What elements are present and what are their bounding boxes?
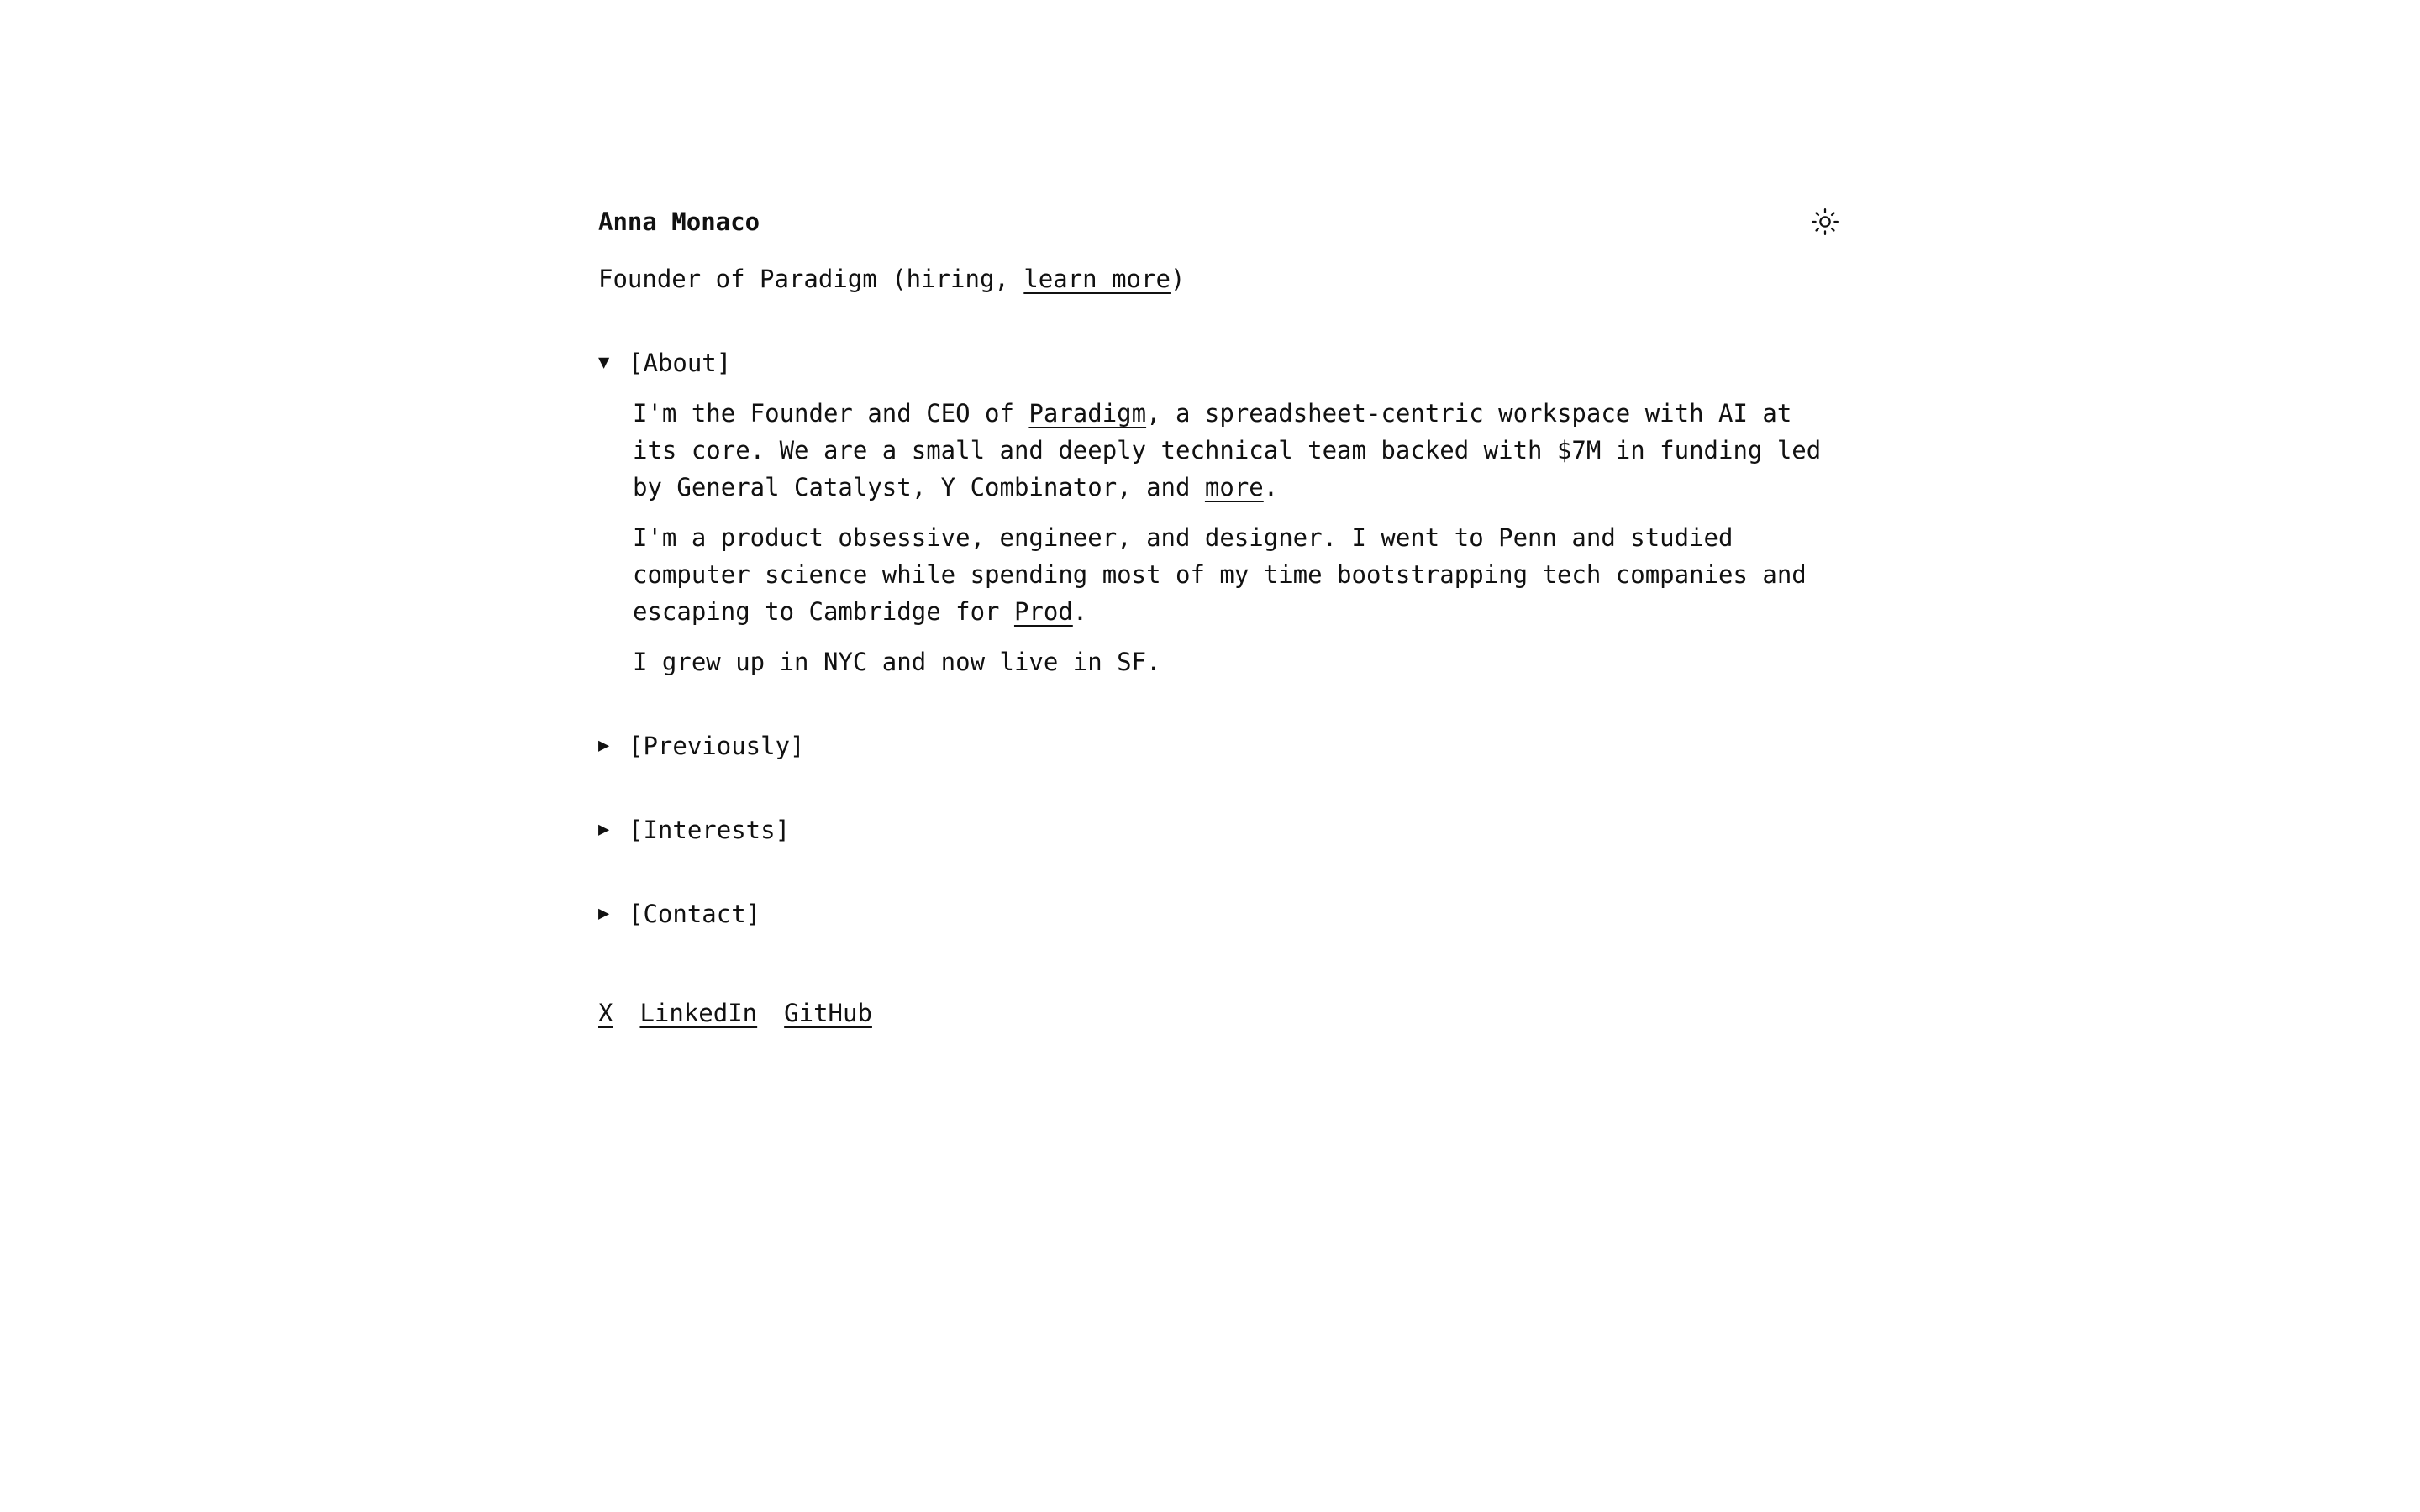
- text: .: [1072, 597, 1088, 626]
- prod-link[interactable]: Prod: [1013, 597, 1073, 626]
- text: I'm a product obsessive, engineer, and designer. I went to Penn and studied computer science while spending most of my time bootstrapping tech companies and escaping to Cambridge for: [633, 523, 1807, 626]
- learn-more-link[interactable]: learn more: [1023, 265, 1171, 293]
- section-previously: [598, 727, 1840, 764]
- x-link[interactable]: X: [598, 999, 613, 1027]
- caret-down-icon: ▼: [598, 352, 610, 373]
- theme-toggle-button[interactable]: [1807, 203, 1844, 240]
- linkedin-link[interactable]: LinkedIn: [639, 999, 758, 1027]
- page-content: [598, 203, 1840, 1032]
- sun-icon: [1811, 207, 1839, 236]
- section-label: [Previously]: [629, 732, 805, 760]
- text: I'm the Founder and CEO of: [633, 399, 1029, 428]
- caret-right-icon: ▶: [598, 903, 610, 924]
- previously-toggle[interactable]: [598, 727, 1840, 764]
- more-link[interactable]: more: [1204, 473, 1264, 501]
- section-label: [Contact]: [629, 900, 761, 928]
- section-label: [Interests]: [629, 816, 791, 844]
- caret-right-icon: ▶: [598, 819, 610, 840]
- section-contact: [598, 895, 1840, 932]
- section-label: [About]: [629, 349, 732, 377]
- about-paragraph: [633, 395, 1840, 506]
- interests-toggle[interactable]: [598, 811, 1840, 848]
- section-about: [598, 344, 1840, 680]
- tagline-suffix: ): [1170, 265, 1186, 293]
- social-links: [598, 995, 1840, 1032]
- text: .: [1263, 473, 1279, 501]
- about-body: [598, 395, 1840, 680]
- header: [598, 203, 1840, 240]
- github-link[interactable]: GitHub: [784, 999, 872, 1027]
- paradigm-link[interactable]: Paradigm: [1028, 399, 1147, 428]
- caret-right-icon: ▶: [598, 735, 610, 756]
- about-toggle[interactable]: [598, 344, 1840, 381]
- site-title: Anna Monaco: [598, 207, 760, 236]
- tagline: [598, 260, 1840, 297]
- text: I grew up in NYC and now live in SF.: [633, 648, 1161, 676]
- contact-toggle[interactable]: [598, 895, 1840, 932]
- about-paragraph: [633, 643, 1840, 680]
- tagline-prefix: Founder of Paradigm (hiring,: [598, 265, 1024, 293]
- section-interests: [598, 811, 1840, 848]
- text: , a spreadsheet-centric workspace with AI at its core. We are a small and deeply technical team backed with $7M in funding led by General Catalyst, Y Combinator, and: [633, 399, 1822, 501]
- about-paragraph: [633, 519, 1840, 630]
